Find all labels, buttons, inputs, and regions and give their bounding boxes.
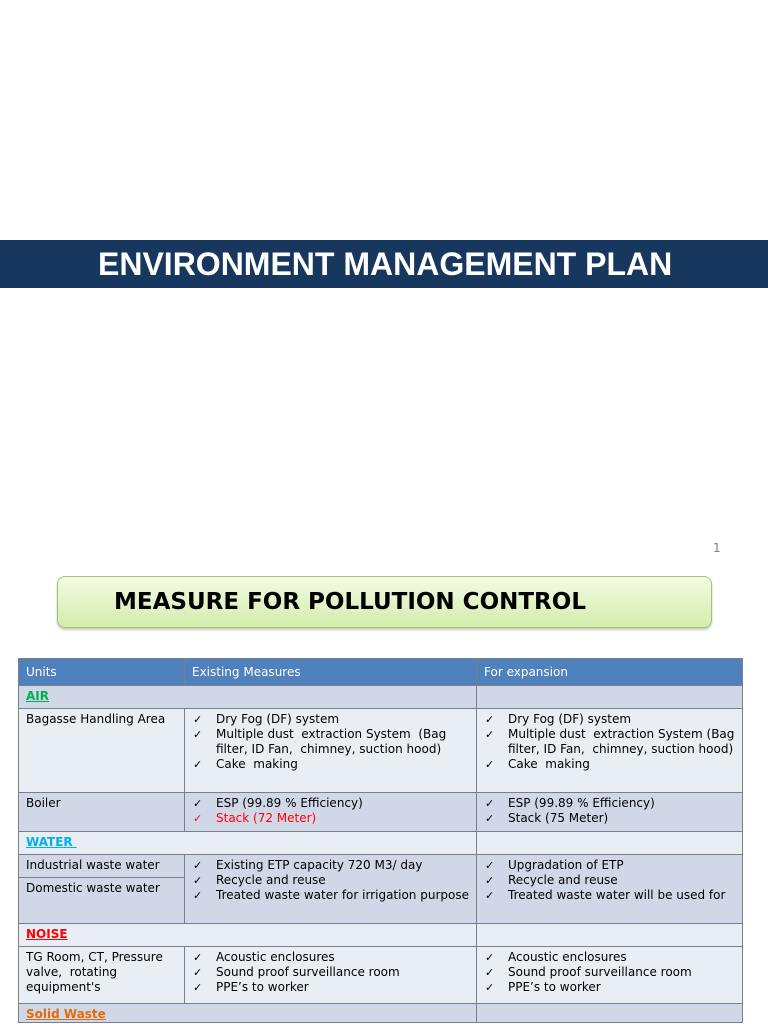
check-icon: [485, 873, 497, 888]
table-row: [19, 855, 743, 878]
section-row-water: [19, 832, 743, 855]
list-item: [508, 950, 736, 965]
list-item: [216, 965, 470, 980]
empty-cell: [477, 832, 743, 855]
unit-label: Boiler: [26, 796, 61, 810]
section-title-box: [57, 576, 712, 628]
page-number: 1: [713, 541, 721, 555]
check-icon: [193, 727, 205, 742]
list-item: [508, 727, 739, 757]
header-expansion: For expansion: [477, 659, 743, 686]
list-item-text: Treated waste water will be used for: [508, 888, 726, 902]
list-item: [508, 965, 736, 980]
unit-cell: [19, 947, 185, 1004]
existing-cell: [185, 855, 477, 924]
section-row-noise: [19, 924, 743, 947]
check-icon: [193, 873, 205, 888]
table-row: [19, 709, 743, 793]
list-item-text: Multiple dust extraction System (Bag filter, ID Fan, chimney, suction hood): [508, 727, 739, 756]
empty-cell: [477, 924, 743, 947]
section-cell: [19, 1004, 477, 1023]
header-units: Units: [19, 659, 185, 686]
existing-list: [192, 950, 470, 995]
list-item: [216, 950, 470, 965]
expansion-cell: [477, 793, 743, 832]
existing-cell: [185, 793, 477, 832]
check-icon: [193, 980, 205, 995]
list-item-text: Cake making: [216, 757, 298, 771]
list-item-text: Existing ETP capacity 720 M3/ day: [216, 858, 423, 872]
list-item: [508, 712, 736, 727]
section-cell: [19, 924, 477, 947]
check-icon: [485, 858, 497, 873]
check-icon: [485, 727, 497, 742]
check-icon: [485, 888, 497, 903]
list-item-text: Treated waste water for irrigation purpose: [216, 888, 469, 902]
unit-label: Domestic waste water: [26, 881, 160, 895]
table-row: [19, 947, 743, 1004]
expansion-list: [484, 712, 739, 772]
section-label-air: AIR: [26, 689, 49, 703]
list-item-text: Acoustic enclosures: [216, 950, 335, 964]
check-icon: [485, 712, 497, 727]
empty-cell: [477, 686, 743, 709]
list-item: [216, 873, 470, 888]
section-cell: [19, 686, 477, 709]
title-band: [0, 240, 768, 288]
expansion-list: [484, 796, 736, 826]
list-item-text: Stack (75 Meter): [508, 811, 609, 825]
expansion-cell: [477, 855, 743, 924]
unit-label: TG Room, CT, Pressure valve, rotating equipment's: [26, 950, 167, 994]
list-item-text: PPE’s to worker: [216, 980, 309, 994]
check-icon: [485, 950, 497, 965]
existing-list: [192, 712, 470, 772]
list-item-text: Acoustic enclosures: [508, 950, 627, 964]
list-item: [216, 888, 470, 903]
check-icon: [193, 950, 205, 965]
header-existing: Existing Measures: [185, 659, 477, 686]
list-item-text: Upgradation of ETP: [508, 858, 624, 872]
list-item-highlighted: [216, 811, 470, 826]
existing-list: [192, 796, 470, 826]
check-icon: [485, 796, 497, 811]
list-item: [508, 980, 736, 995]
list-item-text: Sound proof surveillance room: [508, 965, 692, 979]
check-icon: [485, 965, 497, 980]
slide-2: [0, 566, 768, 1024]
slide-title: ENVIRONMENT MANAGEMENT PLAN: [98, 246, 673, 282]
expansion-list: [484, 858, 736, 903]
list-item-text: Recycle and reuse: [216, 873, 326, 887]
list-item: [508, 873, 736, 888]
list-item: [216, 757, 470, 772]
list-item-text: ESP (99.89 % Efficiency): [508, 796, 655, 810]
section-title: MEASURE FOR POLLUTION CONTROL: [114, 589, 586, 615]
list-item-text: Cake making: [508, 757, 590, 771]
check-icon: [193, 811, 205, 826]
section-row-air: [19, 686, 743, 709]
table-header-row: [19, 659, 743, 686]
expansion-list: [484, 950, 736, 995]
expansion-cell: [477, 709, 743, 793]
list-item: [508, 858, 736, 873]
list-item-text: Stack (72 Meter): [216, 811, 317, 825]
check-icon: [193, 965, 205, 980]
unit-cell: [19, 793, 185, 832]
list-item-text: Dry Fog (DF) system: [508, 712, 632, 726]
section-label-solid-waste: Solid Waste: [26, 1007, 106, 1021]
unit-label: Industrial waste water: [26, 858, 160, 872]
list-item: [216, 727, 470, 757]
unit-label: Bagasse Handling Area: [26, 712, 166, 726]
list-item-text: Sound proof surveillance room: [216, 965, 400, 979]
empty-cell: [477, 1004, 743, 1023]
list-item-text: ESP (99.89 % Efficiency): [216, 796, 363, 810]
section-row-solid-waste: [19, 1004, 743, 1023]
list-item: [216, 980, 470, 995]
table-row: [19, 793, 743, 832]
check-icon: [193, 712, 205, 727]
section-label-water: WATER: [26, 835, 77, 849]
list-item: [508, 811, 736, 826]
check-icon: [485, 757, 497, 772]
list-item-text: Recycle and reuse: [508, 873, 618, 887]
check-icon: [485, 811, 497, 826]
check-icon: [193, 888, 205, 903]
list-item-text: Multiple dust extraction System (Bag filter, ID Fan, chimney, suction hood): [216, 727, 451, 756]
check-icon: [193, 757, 205, 772]
list-item: [216, 712, 470, 727]
check-icon: [485, 980, 497, 995]
pollution-control-table: [18, 658, 743, 1023]
list-item: [508, 796, 736, 811]
unit-cell: [19, 709, 185, 793]
existing-cell: [185, 947, 477, 1004]
expansion-cell: [477, 947, 743, 1004]
existing-cell: [185, 709, 477, 793]
check-icon: [193, 858, 205, 873]
check-icon: [193, 796, 205, 811]
unit-cell: [19, 878, 185, 924]
list-item: [508, 888, 736, 903]
list-item: [216, 796, 470, 811]
list-item: [508, 757, 736, 772]
list-item-text: Dry Fog (DF) system: [216, 712, 340, 726]
list-item: [216, 858, 470, 873]
section-label-noise: NOISE: [26, 927, 68, 941]
list-item-text: PPE’s to worker: [508, 980, 601, 994]
existing-list: [192, 858, 470, 903]
unit-cell: [19, 855, 185, 878]
section-cell: [19, 832, 477, 855]
